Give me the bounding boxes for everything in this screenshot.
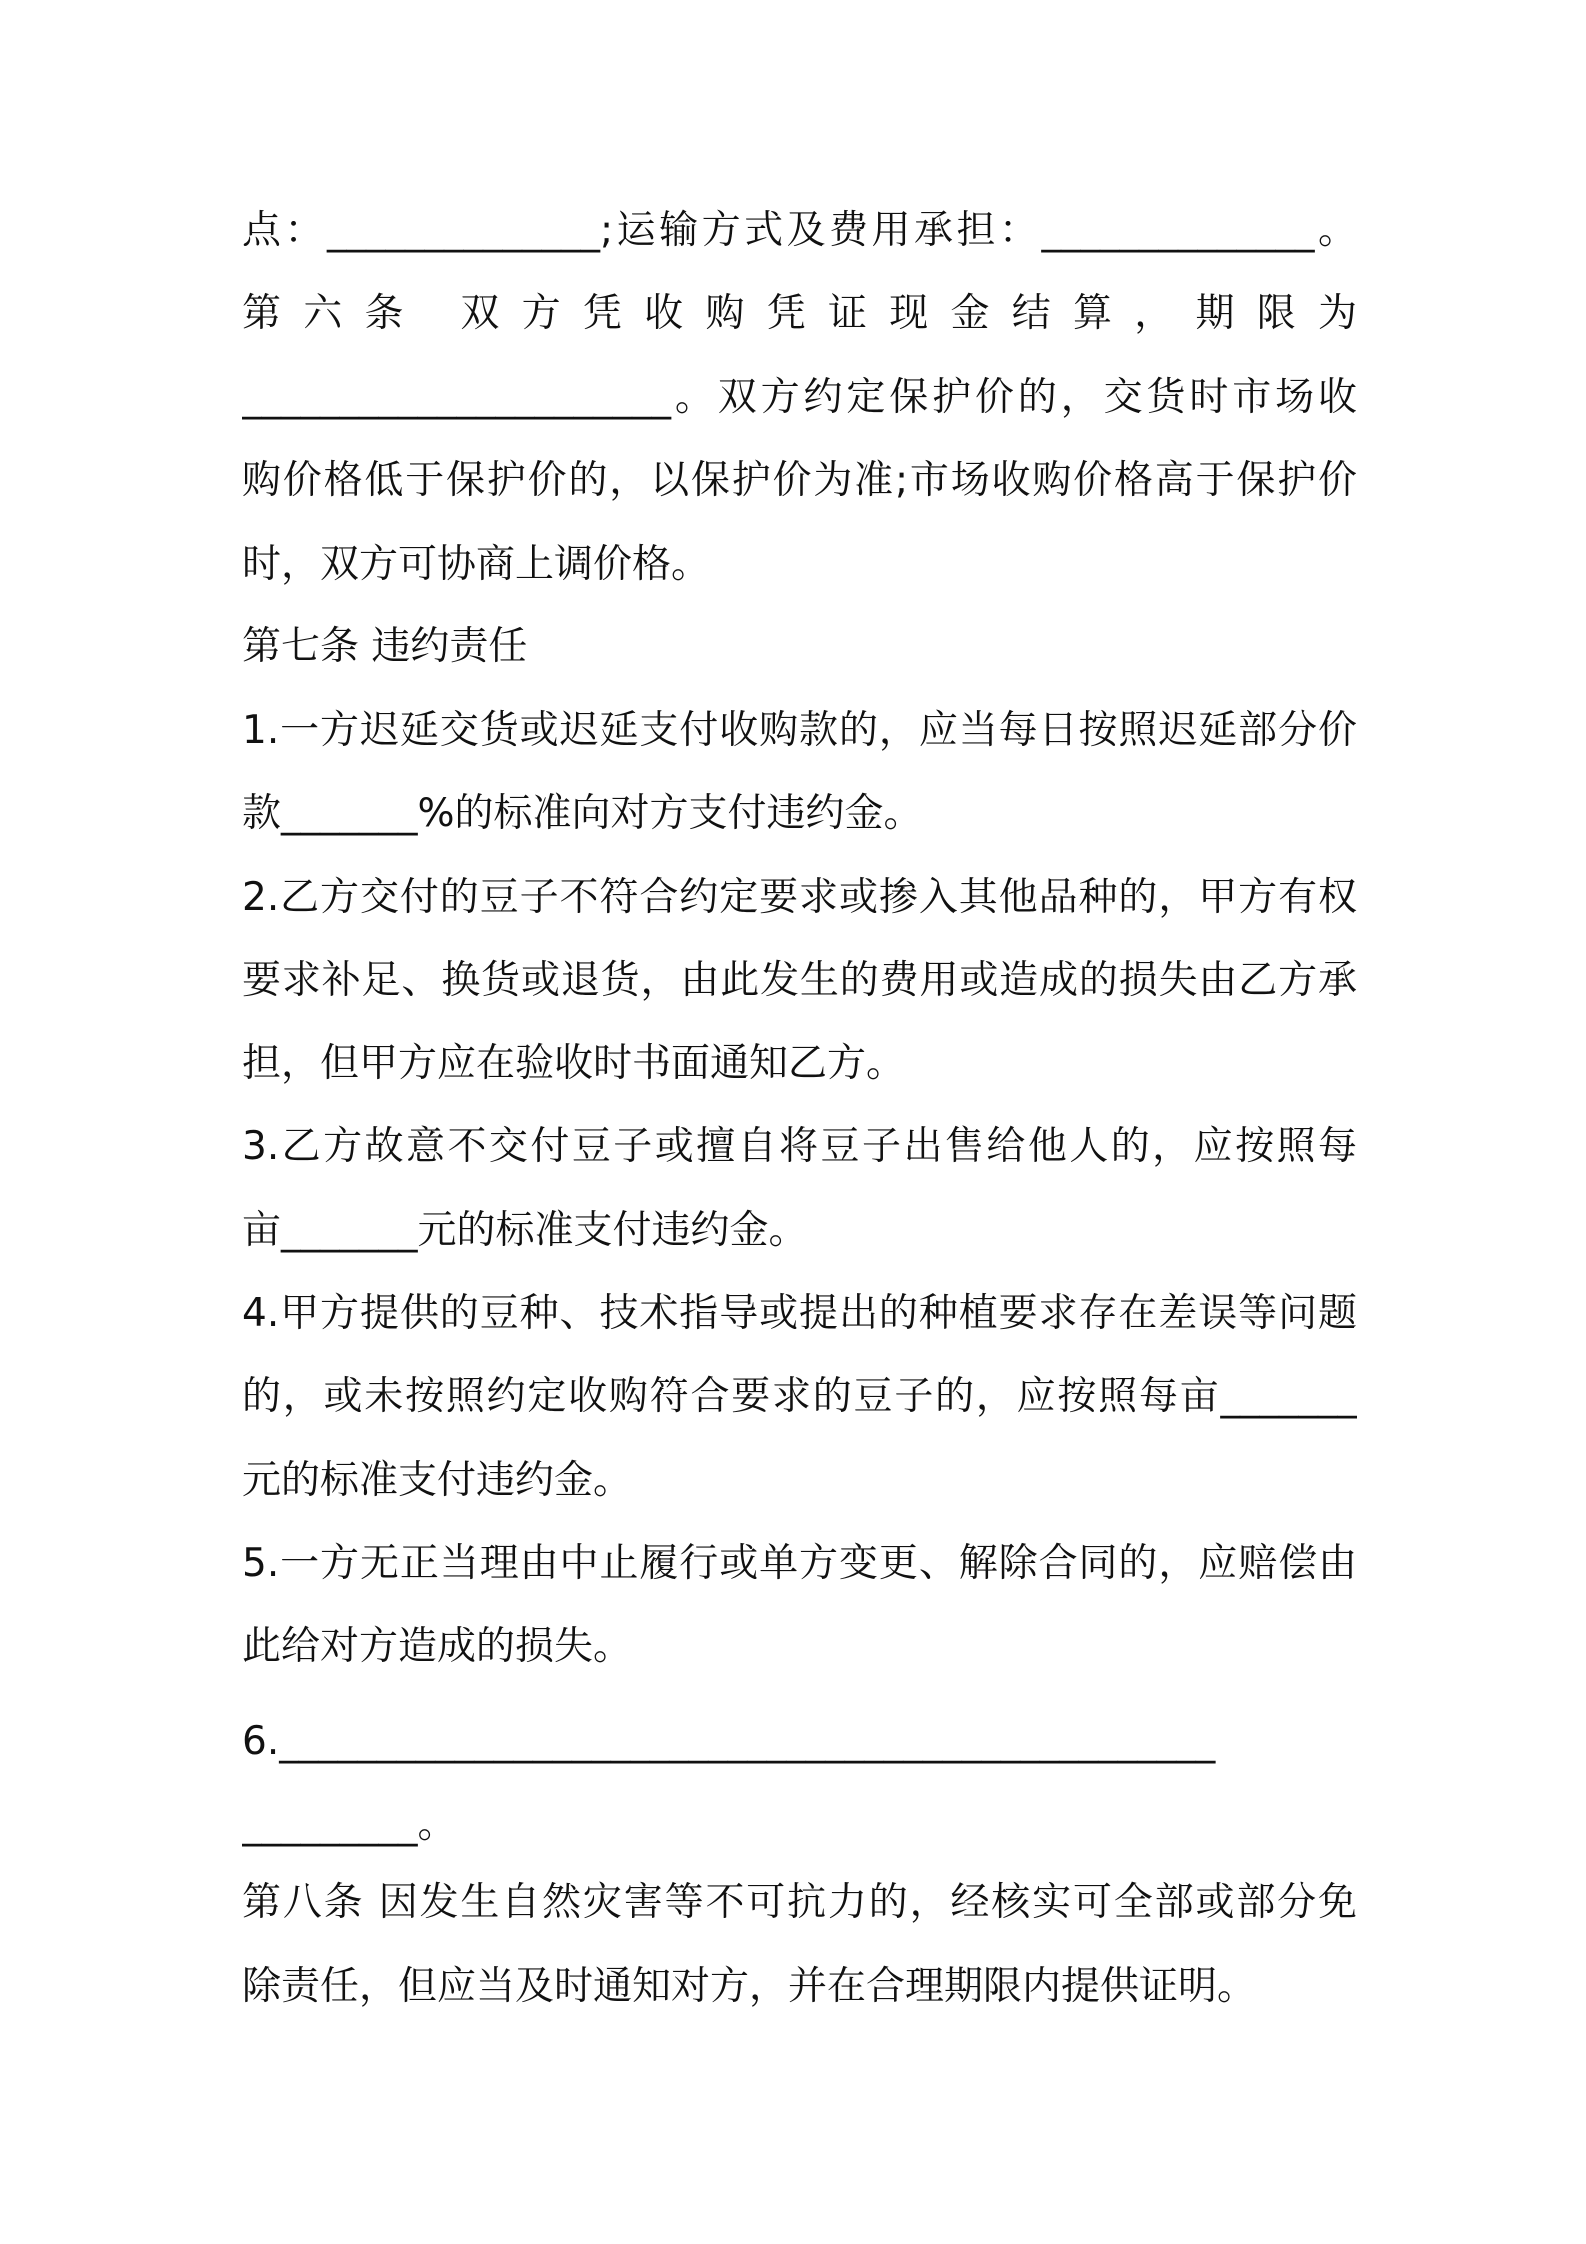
text-line: _________。 xyxy=(242,1802,457,1847)
article-7-heading: 第七条 违约责任 xyxy=(242,624,528,669)
text-line: 除责任，但应当及时通知对方，并在合理期限内提供证明。 xyxy=(242,1964,1257,2009)
text-line: 此给对方造成的损失。 xyxy=(242,1624,633,1669)
text-line: 6.________________________________________________ xyxy=(242,1719,1216,1764)
text-line: 3.乙方故意不交付豆子或擅自将豆子出售给他人的，应按照每 xyxy=(242,1124,1357,1169)
text-line: 元的标准支付违约金。 xyxy=(242,1458,633,1503)
text-line: 要求补足、换货或退货，由此发生的费用或造成的损失由乙方承 xyxy=(242,958,1357,1003)
text-line: 点：______________;运输方式及费用承担：______________。 xyxy=(242,208,1357,253)
text-line: 的，或未按照约定收购符合要求的豆子的，应按照每亩_______ xyxy=(242,1374,1357,1419)
text-line: 时，双方可协商上调价格。 xyxy=(242,542,711,587)
text-line: 亩_______元的标准支付违约金。 xyxy=(242,1208,808,1253)
text-line: 购价格低于保护价的，以保护价为准;市场收购价格高于保护价 xyxy=(242,458,1357,503)
text-line: 担，但甲方应在验收时书面通知乙方。 xyxy=(242,1041,906,1086)
text-line: 5.一方无正当理由中止履行或单方变更、解除合同的，应赔偿由 xyxy=(242,1541,1357,1586)
article-6-heading-line: 第六条 双方凭收购凭证现金结算，期限为 xyxy=(242,291,1357,336)
article-8-line: 第八条 因发生自然灾害等不可抗力的，经核实可全部或部分免 xyxy=(242,1880,1357,1925)
text-line: 1.一方迟延交货或迟延支付收购款的，应当每日按照迟延部分价 xyxy=(242,708,1357,753)
text-line: ______________________。双方约定保护价的，交货时市场收 xyxy=(242,375,1357,420)
text-line: 款_______%的标准向对方支付违约金。 xyxy=(242,791,923,836)
text-line: 2.乙方交付的豆子不符合约定要求或掺入其他品种的，甲方有权 xyxy=(242,875,1357,920)
text-line: 4.甲方提供的豆种、技术指导或提出的种植要求存在差误等问题 xyxy=(242,1291,1357,1336)
